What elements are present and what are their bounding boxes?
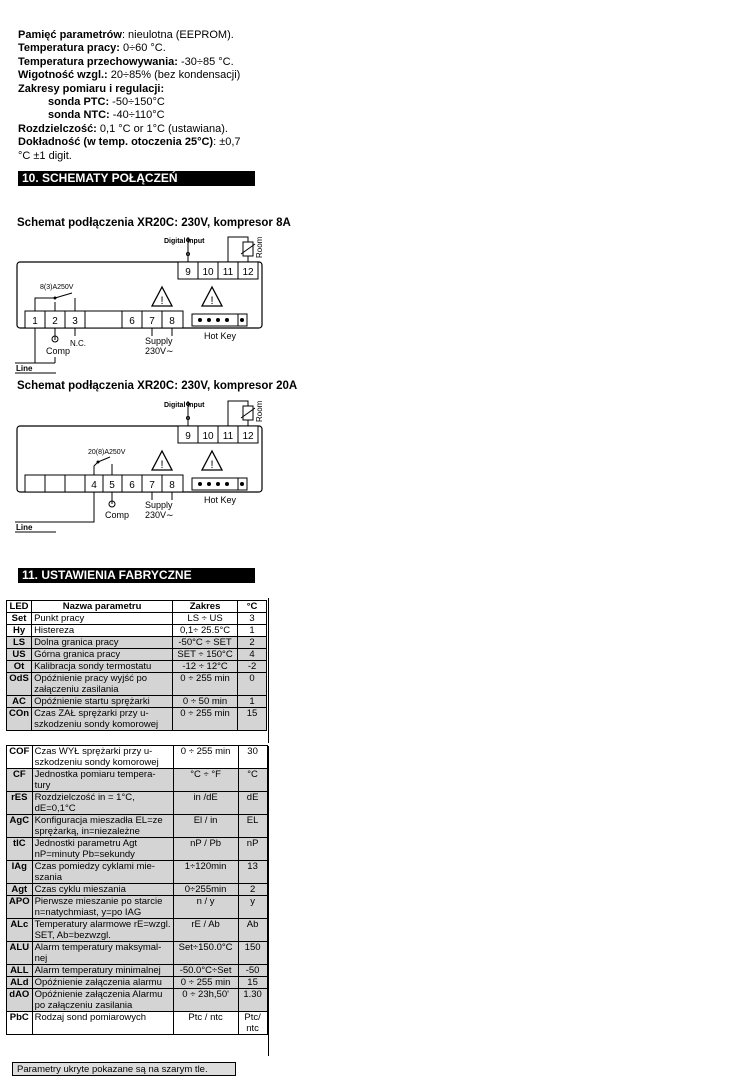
terminal-9: 9 [185, 431, 191, 442]
param-name: Rozdzielczość in = 1°C, dE=0,1°C [32, 792, 173, 815]
table-row [7, 661, 267, 673]
supply-label: Supply [145, 500, 173, 510]
param-name: Dolna granica pracy [32, 637, 173, 649]
param-range: 0 ÷ 23h,50' [173, 989, 238, 1012]
table-row [7, 637, 267, 649]
terminal-3: 3 [72, 316, 78, 327]
param-code: OdS [7, 673, 32, 696]
param-range: LS ÷ US [173, 613, 238, 625]
param-range: -12 ÷ 12°C [173, 661, 238, 673]
param-range: -50°C ÷ SET [173, 637, 238, 649]
header-led: LED [7, 601, 32, 613]
store-temp-value: -30÷85 °C. [177, 55, 234, 68]
table-row [7, 989, 268, 1012]
svg-text:!: ! [160, 459, 164, 471]
mem-value: : nieulotna (EEPROM). [121, 29, 234, 41]
param-name: Czas WYŁ sprężarki przy u-szkodzeniu sondy komorowej [32, 746, 173, 769]
warning-icon [202, 451, 222, 471]
table-row [7, 1012, 268, 1035]
wiring-diagram-8a [10, 232, 290, 374]
param-code: COF [7, 746, 33, 769]
param-code: tIC [7, 838, 33, 861]
accuracy-value-2: °C ±1 digit. [18, 149, 72, 162]
param-value: 15 [238, 977, 267, 989]
ntc-label: sonda NTC: [48, 109, 110, 122]
param-code: LS [7, 637, 32, 649]
table-row [7, 815, 268, 838]
ranges-label: Zakresy pomiaru i regulacji: [18, 82, 165, 95]
terminal-11: 11 [222, 431, 234, 442]
column-divider [268, 746, 269, 1056]
terminal-10: 10 [202, 267, 214, 278]
param-code: Ot [7, 661, 32, 673]
table-row [7, 649, 267, 661]
table-row [7, 746, 268, 769]
param-value: 4 [238, 649, 267, 661]
svg-text:!: ! [210, 459, 214, 471]
factory-settings-table-1 [6, 600, 267, 731]
table-row [7, 625, 267, 637]
mem-label: Pamięć parametrów [18, 29, 122, 41]
param-code: rES [7, 792, 33, 815]
ntc-value: -40÷110°C [109, 109, 165, 122]
table-row [7, 708, 267, 731]
warning-icon [152, 451, 172, 471]
param-name: Temperatury alarmowe rE=wzgl. SET, Ab=bezwzgl. [32, 919, 173, 942]
param-range: nP / Pb [173, 838, 238, 861]
table-row [7, 769, 268, 792]
param-value: Ptc/ ntc [238, 1012, 267, 1035]
param-name: Alarm temperatury minimalnej [32, 965, 173, 977]
param-code: ALL [7, 965, 33, 977]
table-header [7, 601, 267, 613]
param-value: -2 [238, 661, 267, 673]
ptc-value: -50÷150°C [109, 96, 165, 109]
param-code: AgC [7, 815, 33, 838]
table-row [7, 965, 268, 977]
param-value: nP [238, 838, 267, 861]
param-value: EL [238, 815, 267, 838]
param-code: AC [7, 696, 32, 708]
diagram-1-title: Schemat podłączenia XR20C: 230V, kompresor 8A [17, 217, 291, 229]
section-10-heading: 10. SCHEMATY POŁĄCZEŃ [18, 171, 255, 186]
param-value: °C [238, 769, 267, 792]
top-terminal-block [178, 262, 258, 279]
param-range: 0 ÷ 50 min [173, 696, 238, 708]
param-range: 0 ÷ 255 min [173, 977, 238, 989]
warning-icon [152, 287, 172, 307]
param-code: ALU [7, 942, 33, 965]
voltage-label: 230V∼ [145, 346, 174, 356]
param-value: 1.30 [238, 989, 267, 1012]
param-value: Ab [238, 919, 267, 942]
param-range: Ptc / ntc [173, 1012, 238, 1035]
hidden-params-note: Parametry ukryte pokazane są na szarym tle. [12, 1062, 236, 1076]
accuracy-label: Dokładność (w temp. otoczenia 25°C) [18, 136, 214, 149]
param-name: Rodzaj sond pomiarowych [32, 1012, 173, 1035]
terminal-12: 12 [242, 431, 254, 442]
humidity-label: Wigotność wzgl.: [18, 69, 108, 82]
specifications [18, 29, 268, 163]
hot-key-port [192, 314, 247, 326]
relay-rating: 20(8)A250V [88, 449, 126, 456]
room-probe-label: Room [255, 236, 264, 258]
param-range: in /dE [173, 792, 238, 815]
param-value: 1 [238, 696, 267, 708]
terminal-2: 2 [52, 316, 58, 327]
table-row [7, 673, 267, 696]
param-name: Górna granica pracy [32, 649, 173, 661]
terminal-4: 4 [91, 480, 97, 491]
param-value: 2 [238, 637, 267, 649]
line-label: Line [16, 364, 33, 373]
param-range: SET ÷ 150°C [173, 649, 238, 661]
section-11-heading: 11. USTAWIENIA FABRYCZNE [18, 568, 255, 583]
terminal-11: 11 [222, 267, 234, 278]
hot-key-label: Hot Key [204, 495, 237, 505]
relay-rating: 8(3)A250V [40, 284, 74, 291]
param-value: 3 [238, 613, 267, 625]
resolution-value: 0,1 °C or 1°C (ustawiana). [96, 122, 228, 135]
wiring-diagram-20a [10, 396, 290, 536]
table-row [7, 919, 268, 942]
param-code: ALc [7, 919, 33, 942]
param-code: Set [7, 613, 32, 625]
param-code: APO [7, 896, 33, 919]
header-unit: °C [238, 601, 267, 613]
diagram-2-title: Schemat podłączenia XR20C: 230V, kompresor 20A [17, 380, 298, 392]
param-name: Jednostki parametru Agt nP=minuty Pb=sekundy [32, 838, 173, 861]
param-code: Hy [7, 625, 32, 637]
terminal-10: 10 [202, 431, 214, 442]
param-range: rE / Ab [173, 919, 238, 942]
terminal-5: 5 [109, 480, 115, 491]
hot-key-port [192, 478, 247, 490]
param-code: PbC [7, 1012, 33, 1035]
nc-label: N.C. [70, 339, 86, 348]
table-row [7, 696, 267, 708]
param-value: 13 [238, 861, 267, 884]
param-range: Set÷150.0°C [173, 942, 238, 965]
param-range: 0 ÷ 255 min [173, 708, 238, 731]
room-probe-label: Room [255, 400, 264, 422]
accuracy-value: : ±0,7 [213, 136, 241, 149]
param-value: -50 [238, 965, 267, 977]
table-row [7, 896, 268, 919]
param-name: Kalibracja sondy termostatu [32, 661, 173, 673]
param-value: y [238, 896, 267, 919]
param-range: 0÷255min [173, 884, 238, 896]
param-name: Opóźnienie załączenia Alarmu po załączeniu zasilania [32, 989, 173, 1012]
ptc-label: sonda PTC: [48, 96, 110, 109]
param-range: 0 ÷ 255 min [173, 746, 238, 769]
factory-settings-table-2 [6, 745, 268, 1035]
param-value: 15 [238, 708, 267, 731]
comp-label: Comp [105, 510, 130, 520]
param-value: 150 [238, 942, 267, 965]
param-range: 0,1÷ 25.5°C [173, 625, 238, 637]
param-name: Opóźnienie załączenia alarmu [32, 977, 173, 989]
terminal-7: 7 [149, 316, 155, 327]
param-range: n / y [173, 896, 238, 919]
line-label: Line [16, 523, 33, 532]
param-name: Pierwsze mieszanie po starcie n=natychmiast, y=po IAG [32, 896, 173, 919]
param-name: Czas cyklu mieszania [32, 884, 173, 896]
work-temp-label: Temperatura pracy: [18, 42, 120, 55]
hot-key-label: Hot Key [204, 331, 237, 341]
humidity-value: 20÷85% (bez kondensacji) [107, 69, 241, 82]
param-name: Opóźnienie startu sprężarki [32, 696, 173, 708]
param-code: US [7, 649, 32, 661]
comp-label: Comp [46, 346, 71, 356]
supply-label: Supply [145, 336, 173, 346]
store-temp-label: Temperatura przechowywania: [18, 55, 178, 68]
param-value: 1 [238, 625, 267, 637]
terminal-1: 1 [32, 316, 38, 327]
param-range: 1÷120min [173, 861, 238, 884]
param-name: Punkt pracy [32, 613, 173, 625]
param-range: 0 ÷ 255 min [173, 673, 238, 696]
table-row [7, 977, 268, 989]
table-row [7, 884, 268, 896]
param-value: 0 [238, 673, 267, 696]
param-name: Histereza [32, 625, 173, 637]
param-code: COn [7, 708, 32, 731]
terminal-6: 6 [129, 480, 135, 491]
param-name: Czas ZAŁ sprężarki przy u-szkodzeniu sondy komorowej [32, 708, 173, 731]
param-code: CF [7, 769, 33, 792]
terminal-8: 8 [169, 480, 175, 491]
work-temp-value: 0÷60 °C. [119, 42, 166, 55]
table-row [7, 838, 268, 861]
terminal-8: 8 [169, 316, 175, 327]
param-name: Alarm temperatury maksymal-nej [32, 942, 173, 965]
terminal-9: 9 [185, 267, 191, 278]
param-name: Konfiguracja mieszadła EL=ze sprężarką, in=niezależne [32, 815, 173, 838]
table-row [7, 792, 268, 815]
terminal-6: 6 [129, 316, 135, 327]
resolution-label: Rozdzielczość: [18, 122, 97, 135]
warning-icon [202, 287, 222, 307]
param-range: °C ÷ °F [173, 769, 238, 792]
param-name: Opóźnienie pracy wyjść po załączeniu zasilania [32, 673, 173, 696]
svg-text:!: ! [160, 295, 164, 307]
param-value: 30 [238, 746, 267, 769]
param-name: Jednostka pomiaru tempera-tury [32, 769, 173, 792]
param-code: ALd [7, 977, 33, 989]
digital-input-label: Digital Input [164, 238, 205, 245]
voltage-label: 230V∼ [145, 510, 174, 520]
svg-text:!: ! [210, 295, 214, 307]
table-row [7, 613, 267, 625]
column-divider [268, 598, 269, 743]
param-range: El / in [173, 815, 238, 838]
digital-input-label: Digital Input [164, 402, 205, 409]
terminal-12: 12 [242, 267, 254, 278]
header-range: Zakres [173, 601, 238, 613]
param-code: dAO [7, 989, 33, 1012]
param-range: -50.0°C÷Set [173, 965, 238, 977]
param-code: IAg [7, 861, 33, 884]
param-name: Czas pomiedzy cyklami mie-szania [32, 861, 173, 884]
header-name: Nazwa parametru [32, 601, 173, 613]
table-row [7, 942, 268, 965]
table-row [7, 861, 268, 884]
param-value: dE [238, 792, 267, 815]
param-value: 2 [238, 884, 267, 896]
param-code: Agt [7, 884, 33, 896]
terminal-7: 7 [149, 480, 155, 491]
